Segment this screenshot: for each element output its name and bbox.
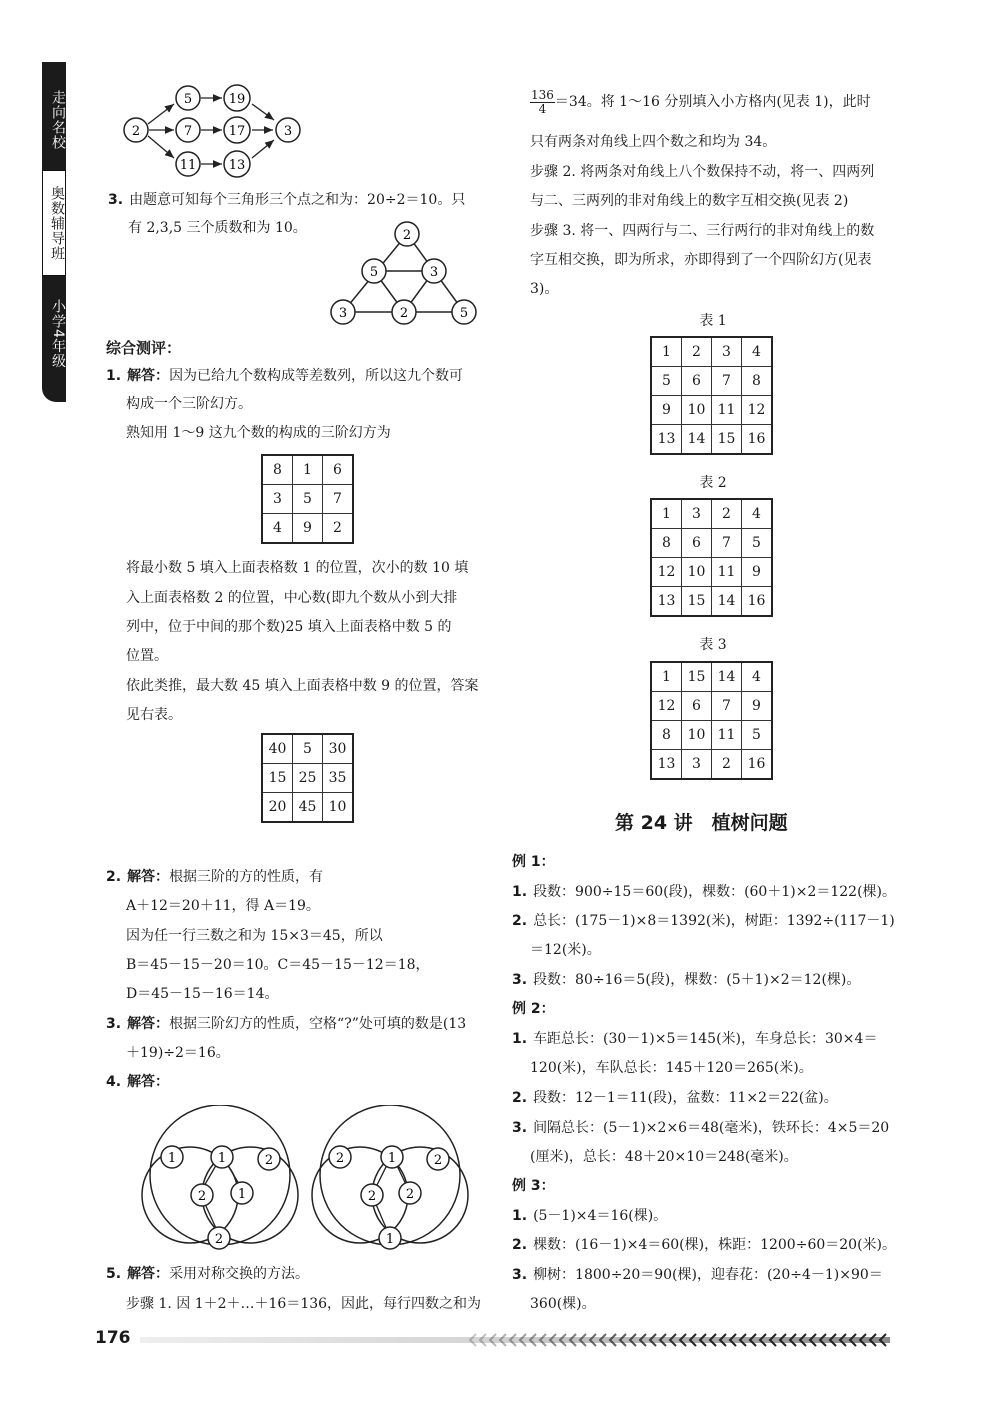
grid-cell: 15 — [712, 425, 742, 455]
right-line-7: 3)。 — [530, 281, 559, 297]
grid-cell: 14 — [682, 425, 712, 455]
flow-node: 5 — [183, 92, 193, 107]
q1-line-7: 位置。 — [126, 648, 168, 664]
grid-cell: 7 — [712, 367, 742, 396]
grid-cell: 7 — [712, 529, 742, 558]
grid-cell: 2 — [712, 750, 742, 780]
side-tab-series: 走向名校 — [50, 90, 66, 150]
grid-cell: 2 — [682, 337, 712, 367]
footer-decoration — [140, 1332, 890, 1348]
section-title: 综合测评： — [106, 339, 182, 357]
grid-cell: 16 — [742, 750, 773, 780]
grid-cell: 15 — [262, 764, 293, 793]
right-line-1: $\frac{136}{4}$ ＝34。将 1～16 分别填入小方格内(见表 1)，此时 — [531, 87, 871, 116]
grid-cell: 1 — [651, 499, 682, 529]
grid-cell: 6 — [682, 692, 712, 721]
venn-node: 1 — [237, 1187, 247, 1202]
q1-line-5: 入上面表格数 2 的位置，中心数(即九个数从小到大排 — [126, 590, 458, 606]
grid-cell: 2 — [712, 499, 742, 529]
grid-cell: 16 — [742, 587, 773, 617]
grid-cell: 7 — [323, 485, 354, 514]
grid-cell: 15 — [682, 587, 712, 617]
grid-cell: 9 — [742, 558, 773, 587]
table-1-caption: 表 1 — [699, 313, 727, 329]
table-3-caption: 表 3 — [699, 637, 727, 653]
grid-cell: 12 — [742, 396, 773, 425]
venn-node: 2 — [405, 1187, 415, 1202]
venn-node: 1 — [217, 1151, 227, 1166]
q1-line-3: 熟知用 1～9 这九个数的构成的三阶幻方为 — [126, 425, 391, 441]
ex1-item-1: 1. 段数：900÷15＝60(段)，棵数：(60＋1)×2＝122(棵)。 — [512, 884, 896, 900]
example-1-label: 例 1： — [512, 854, 555, 870]
q4-line-1: 4. 解答： — [106, 1074, 170, 1090]
q1-line-8: 依此类推，最大数 45 填入上面表格中数 9 的位置，答案 — [126, 678, 479, 694]
grid-cell: 5 — [742, 721, 773, 750]
grid-cell: 3 — [682, 750, 712, 780]
grid-cell: 8 — [651, 529, 682, 558]
ex3-item-1: 1. (5－1)×4＝16(棵)。 — [512, 1208, 668, 1224]
flow-node: 2 — [131, 124, 141, 139]
venn-node: 2 — [264, 1153, 274, 1168]
ex3-item-2: 2. 棵数：(16－1)×4＝60(棵)，株距：1200÷60＝20(米)。 — [512, 1237, 896, 1253]
grid-cell: 30 — [323, 734, 354, 764]
grid-cell: 5 — [293, 485, 323, 514]
q1-line-4: 将最小数 5 填入上面表格数 1 的位置，次小的数 10 填 — [126, 560, 469, 576]
q3-line-1: 3. 解答：根据三阶幻方的性质，空格“?”处可填的数是(13 — [106, 1016, 467, 1032]
q5-line-1: 5. 解答：采用对称交换的方法。 — [106, 1266, 310, 1282]
page-number: 176 — [95, 1328, 131, 1348]
side-tab-grade: 小学4年级 — [50, 299, 66, 369]
grid-cell: 4 — [742, 499, 773, 529]
triangle-node: 5 — [369, 265, 379, 280]
triangle-node: 3 — [429, 265, 439, 280]
grid-cell: 1 — [651, 337, 682, 367]
grid-cell: 14 — [712, 662, 742, 692]
grid-cell: 45 — [293, 793, 323, 823]
triangle-node: 5 — [459, 306, 469, 321]
grid-cell: 16 — [742, 425, 773, 455]
q1-line-6: 列中，位于中间的那个数)25 填入上面表格中数 5 的 — [126, 619, 452, 635]
venn-node: 2 — [335, 1151, 345, 1166]
grid-cell: 4 — [262, 514, 293, 544]
venn-diagrams — [140, 1105, 470, 1260]
grid-cell: 6 — [682, 367, 712, 396]
venn-node: 1 — [387, 1151, 397, 1166]
grid-cell: 4 — [742, 662, 773, 692]
grid-cell: 12 — [651, 692, 682, 721]
venn-node: 2 — [214, 1232, 224, 1247]
ex2-item-3-cont: (厘米)，总长：48＋20×10＝248(毫米)。 — [530, 1149, 798, 1165]
right-line-6: 字互相交换，即为所求，亦即得到了一个四阶幻方(见表 — [530, 252, 872, 268]
grid-cell: 15 — [682, 662, 712, 692]
ex3-item-3: 3. 柳树：1800÷20＝90(棵)，迎春花：(20÷4－1)×90＝ — [512, 1267, 883, 1283]
lecture-title: 第 24 讲 植树问题 — [615, 812, 788, 834]
grid-cell: 8 — [742, 367, 773, 396]
grid-cell: 1 — [293, 455, 323, 485]
flow-node: 7 — [183, 124, 193, 139]
grid-cell: 8 — [651, 721, 682, 750]
q5-line-2: 步骤 1. 因 1＋2＋…＋16＝136，因此，每行四数之和为 — [126, 1296, 482, 1312]
grid-cell: 5 — [651, 367, 682, 396]
grid-cell: 5 — [742, 529, 773, 558]
grid-cell: 1 — [651, 662, 682, 692]
grid-cell: 6 — [323, 455, 354, 485]
grid-cell: 10 — [682, 396, 712, 425]
grid-cell: 12 — [651, 558, 682, 587]
grid-cell: 5 — [293, 734, 323, 764]
venn-diagram-1 — [142, 1105, 298, 1249]
venn-node: 2 — [197, 1189, 207, 1204]
grid-cell: 4 — [742, 337, 773, 367]
triangle-node: 2 — [402, 228, 412, 243]
grid-cell: 9 — [742, 692, 773, 721]
flow-node: 19 — [228, 92, 246, 107]
q3-line-2: ＋19)÷2＝16。 — [126, 1045, 230, 1061]
ex1-item-3: 3. 段数：80÷16＝5(段)，棵数：(5＋1)×2＝12(棵)。 — [512, 972, 861, 988]
venn-node: 2 — [367, 1189, 377, 1204]
table-3 — [650, 661, 773, 780]
ex1-item-2-cont: ＝12(米)。 — [530, 942, 601, 958]
triangle-diagram — [322, 218, 482, 328]
example-3-label: 例 3： — [512, 1178, 555, 1194]
flow-node: 3 — [283, 124, 293, 139]
venn-node: 2 — [433, 1153, 443, 1168]
flow-node: 11 — [179, 158, 197, 173]
grid-cell: 14 — [712, 587, 742, 617]
flow-node: 17 — [228, 124, 246, 139]
grid-cell: 13 — [651, 587, 682, 617]
grid-cell: 3 — [262, 485, 293, 514]
triangle-node: 2 — [399, 306, 409, 321]
grid-cell: 10 — [682, 558, 712, 587]
flow-diagram — [118, 82, 308, 182]
ex2-item-1: 1. 车距总长：(30－1)×5＝145(米)，车身总长：30×4＝ — [512, 1031, 878, 1047]
q1-line-9: 见右表。 — [126, 707, 182, 723]
ex2-item-1-cont: 120(米)，车队总长：145＋120＝265(米)。 — [530, 1060, 813, 1076]
right-line-2: 只有两条对角线上四个数之和均为 34。 — [530, 134, 777, 150]
table-2-caption: 表 2 — [699, 475, 727, 491]
venn-diagram-2 — [312, 1105, 468, 1249]
grid-cell: 10 — [682, 721, 712, 750]
q2-line-2: A＋12＝20＋11，得 A＝19。 — [126, 898, 320, 914]
grid-cell: 20 — [262, 793, 293, 823]
q2-line-4: B＝45－15－20＝10。C＝45－15－12＝18， — [126, 957, 430, 973]
grid-cell: 13 — [651, 750, 682, 780]
grid-cell: 8 — [262, 455, 293, 485]
grid-cell: 9 — [651, 396, 682, 425]
grid-cell: 40 — [262, 734, 293, 764]
venn-node: 1 — [167, 1151, 177, 1166]
magic-square-1-9 — [261, 454, 354, 544]
grid-cell: 3 — [712, 337, 742, 367]
item-3-line-1: 3. 由题意可知每个三角形三个点之和为：20÷2＝10。只 — [108, 192, 466, 208]
grid-cell: 3 — [682, 499, 712, 529]
venn-node: 1 — [385, 1232, 395, 1247]
magic-square-answer — [261, 733, 354, 823]
fraction: $\frac{136}{4}$ — [531, 87, 554, 116]
right-line-4: 与二、三两列的非对角线上的数字互相交换(见表 2) — [530, 193, 849, 209]
q2-line-1: 2. 解答：根据三阶的方的性质，有 — [106, 869, 324, 885]
grid-cell: 6 — [682, 529, 712, 558]
right-line-5: 步骤 3. 将一、四两行与二、三行两行的非对角线上的数 — [530, 223, 875, 239]
grid-cell: 35 — [323, 764, 354, 793]
q2-line-5: D＝45－15－16＝14。 — [126, 986, 279, 1002]
item-3-line-2: 有 2,3,5 三个质数和为 10。 — [128, 220, 307, 236]
ex2-item-3: 3. 间隔总长：(5－1)×2×6＝48(毫米)，铁环长：4×5＝20 — [512, 1120, 890, 1136]
right-line-3: 步骤 2. 将两条对角线上八个数保持不动，将一、四两列 — [530, 164, 875, 180]
triangle-node: 3 — [338, 306, 348, 321]
grid-cell: 10 — [323, 793, 354, 823]
grid-cell: 13 — [651, 425, 682, 455]
grid-cell: 2 — [323, 514, 354, 544]
example-2-label: 例 2： — [512, 1001, 555, 1017]
q2-line-3: 因为任一行三数之和为 15×3＝45，所以 — [126, 928, 383, 944]
grid-cell: 11 — [712, 396, 742, 425]
table-2 — [650, 498, 773, 617]
grid-cell: 11 — [712, 721, 742, 750]
grid-cell: 7 — [712, 692, 742, 721]
q1-line-1: 1. 解答：因为已给九个数构成等差数列，所以这九个数可 — [106, 368, 464, 384]
q1-line-2: 构成一个三阶幻方。 — [126, 396, 252, 412]
grid-cell: 25 — [293, 764, 323, 793]
ex1-item-2: 2. 总长：(175－1)×8＝1392(米)，树距：1392÷(117－1) — [512, 913, 895, 929]
flow-node: 13 — [228, 158, 246, 173]
side-tab-program: 奥数辅导班 — [42, 170, 66, 276]
table-1 — [650, 336, 773, 455]
ex3-item-3-cont: 360(棵)。 — [530, 1296, 596, 1312]
side-tab — [42, 62, 66, 402]
ex2-item-2: 2. 段数：12－1＝11(段)，盆数：11×2＝22(盆)。 — [512, 1090, 838, 1106]
grid-cell: 11 — [712, 558, 742, 587]
grid-cell: 9 — [293, 514, 323, 544]
